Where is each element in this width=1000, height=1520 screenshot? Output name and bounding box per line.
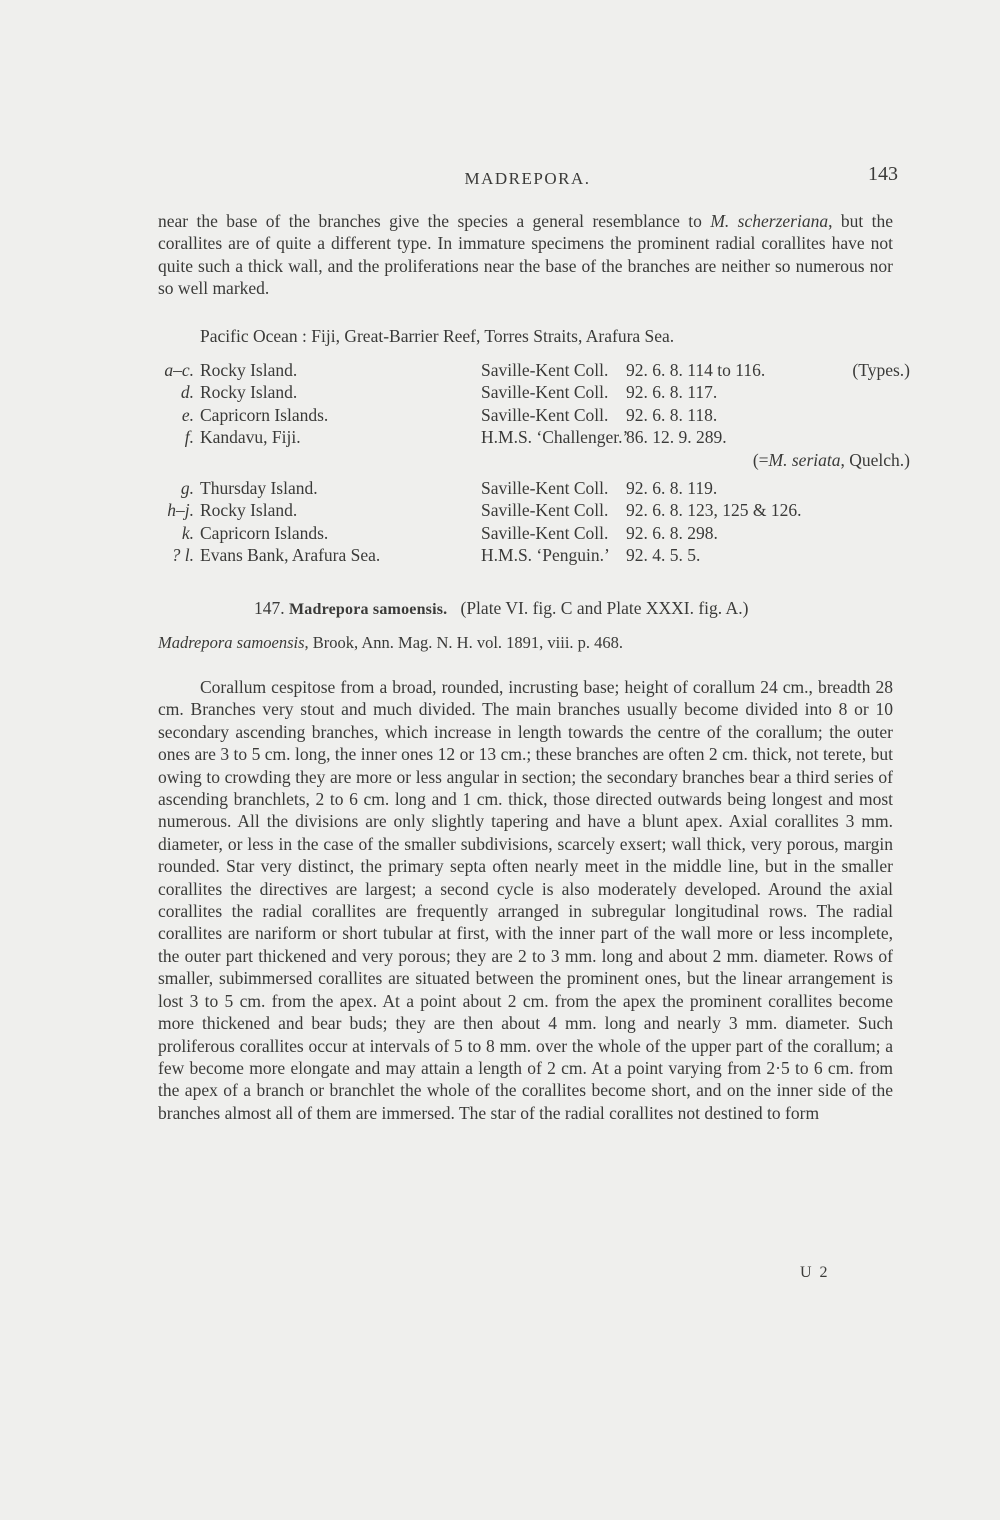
specimen-letter: f. (184, 427, 194, 448)
synonym-name: M. seriata (768, 449, 841, 470)
specimen-place: Rocky Island. (200, 500, 298, 521)
specimen-place: Capricorn Islands. (200, 404, 329, 425)
specimen-place: Rocky Island. (200, 360, 298, 380)
specimen-list (150, 359, 910, 567)
specimen-place: Thursday Island. (200, 477, 318, 498)
synonym-row (150, 449, 910, 471)
specimen-number: 92. 6. 8. 118. (626, 404, 718, 425)
specimen-number: 92. 6. 8. 114 to 116. (626, 360, 766, 380)
species-reference: M. scherzeriana (710, 211, 829, 231)
specimen-place: Kandavu, Fiji. (200, 427, 301, 448)
specimen-row (150, 499, 910, 521)
specimen-place: Capricorn Islands. (200, 522, 329, 543)
specimen-letter: a–c. (164, 360, 194, 380)
specimen-row (150, 404, 910, 426)
species-number: 147. (254, 598, 285, 618)
specimen-place: Rocky Island. (200, 382, 298, 403)
running-title: MADREPORA. (464, 169, 591, 188)
specimen-letter: g. (180, 477, 194, 498)
specimen-collection: Saville-Kent Coll. (481, 360, 609, 380)
specimen-collection: Saville-Kent Coll. (481, 477, 609, 498)
specimen-number: 92. 4. 5. 5. (626, 545, 701, 566)
specimen-collection: Saville-Kent Coll. (481, 404, 609, 425)
page-number: 143 (868, 163, 898, 185)
intro-paragraph (158, 210, 893, 300)
specimen-letter: e. (181, 404, 194, 425)
specimen-number: 92. 6. 8. 119. (626, 477, 718, 498)
synonym-note (753, 449, 910, 471)
specimen-row (150, 477, 910, 499)
citation (158, 633, 623, 653)
specimen-number: 92. 6. 8. 298. (626, 522, 718, 543)
specimen-letter: h–j. (167, 500, 194, 521)
description-paragraph: Corallum cespitose from a broad, rounded, incrusting base; height of corallum 24 cm., breadth 28 cm. Branches very stout and much divided. The main branches usually become divided into 8 or 10 secondary ascending branches, which increase in length towards the centre of the corallum; the outer ones are 3 to 5 cm. long, the inner ones 12 or 13 cm.; these branches are often 2 cm. thick, not terete, but owing to crowding they are more or less angular in section; the secondary branches bear a third series of ascending branchlets, 2 to 6 cm. long and 1 cm. thick, those directed outwards being longest and most numerous. All the divisions are only slightly tapering and have a blunt apex. Axial corallites 3 mm. diameter, or less in the case of the smaller subdivisions, scarcely exsert; wall thick, very porous, margin rounded. Star very distinct, the primary septa often nearly meet in the middle line, but in the smaller corallites the directives are largest; a second cycle is also moderately developed. Around the axial corallites the radial corallites are frequently arranged in subregular longitudinal rows. The radial corallites are nariform or short tubular at first, with the inner part of the wall more or less incomplete, the outer part thickened and very porous; they are 2 to 3 mm. long and about 2 mm. diameter. Rows of smaller, subimmersed corallites are situated between the prominent ones, but the linear arrangement is lost 3 to 5 cm. from the apex. At a point about 2 cm. from the apex the prominent corallites become more thickened and bear buds; they are then about 4 mm. long and nearly 3 mm. diameter. Such proliferous corallites occur at intervals of 5 to 8 mm. over the whole of the upper part of the corallum; a few become more elongate and may attain a length of 2 cm. At a point varying from 2·5 to 6 cm. from the apex of a branch or branchlet the whole of the corallites become short, and on the inner side of the branches almost all of them are immersed. The star of the radial corallites not destined to form (158, 677, 893, 1123)
specimen-row (150, 426, 910, 448)
specimen-number: 86. 12. 9. 289. (626, 427, 727, 448)
species-heading (254, 598, 748, 619)
species-plates: (Plate VI. fig. C and Plate XXXI. fig. A.) (460, 598, 749, 618)
specimen-letter: d. (180, 382, 194, 403)
locality-line: Pacific Ocean : Fiji, Great-Barrier Reef, Torres Straits, Arafura Sea. (200, 326, 675, 346)
species-name: Madrepora samoensis. (289, 601, 448, 618)
specimen-place: Evans Bank, Arafura Sea. (200, 545, 381, 566)
specimen-collection: Saville-Kent Coll. (481, 382, 609, 403)
specimen-collection: H.M.S. ‘Penguin.’ (481, 545, 610, 566)
running-head (155, 163, 900, 193)
citation-name: Madrepora samoensis (158, 633, 305, 652)
intro-text-1: near the base of the branches give the species a general resemblance to (158, 211, 711, 231)
specimen-row (150, 544, 910, 566)
specimen-number: 92. 6. 8. 117. (626, 382, 718, 403)
specimen-number: 92. 6. 8. 123, 125 & 126. (626, 500, 802, 521)
specimen-row (150, 381, 910, 403)
specimen-collection: H.M.S. ‘Challenger.’ (481, 427, 629, 448)
specimen-row (150, 522, 910, 544)
citation-reference: , Brook, Ann. Mag. N. H. vol. 1891, viii. p. 468. (304, 633, 624, 652)
synonym-close: , Quelch.) (840, 449, 910, 470)
specimen-row (150, 359, 910, 381)
specimen-note: (Types.) (852, 360, 910, 380)
specimen-collection: Saville-Kent Coll. (481, 522, 609, 543)
specimen-collection: Saville-Kent Coll. (481, 500, 609, 521)
specimen-letter: ? l. (171, 545, 194, 566)
specimen-letter: k. (181, 522, 194, 543)
intro-text-2: , but the corallites are of quite a different type. In immature specimens the prominent radial corallites have not quite such a thick wall, and the proliferations near the base of the branches are neither so numerous nor so well marked. (158, 211, 893, 299)
synonym-open: (= (752, 449, 769, 470)
signature-mark: U 2 (800, 1264, 830, 1281)
